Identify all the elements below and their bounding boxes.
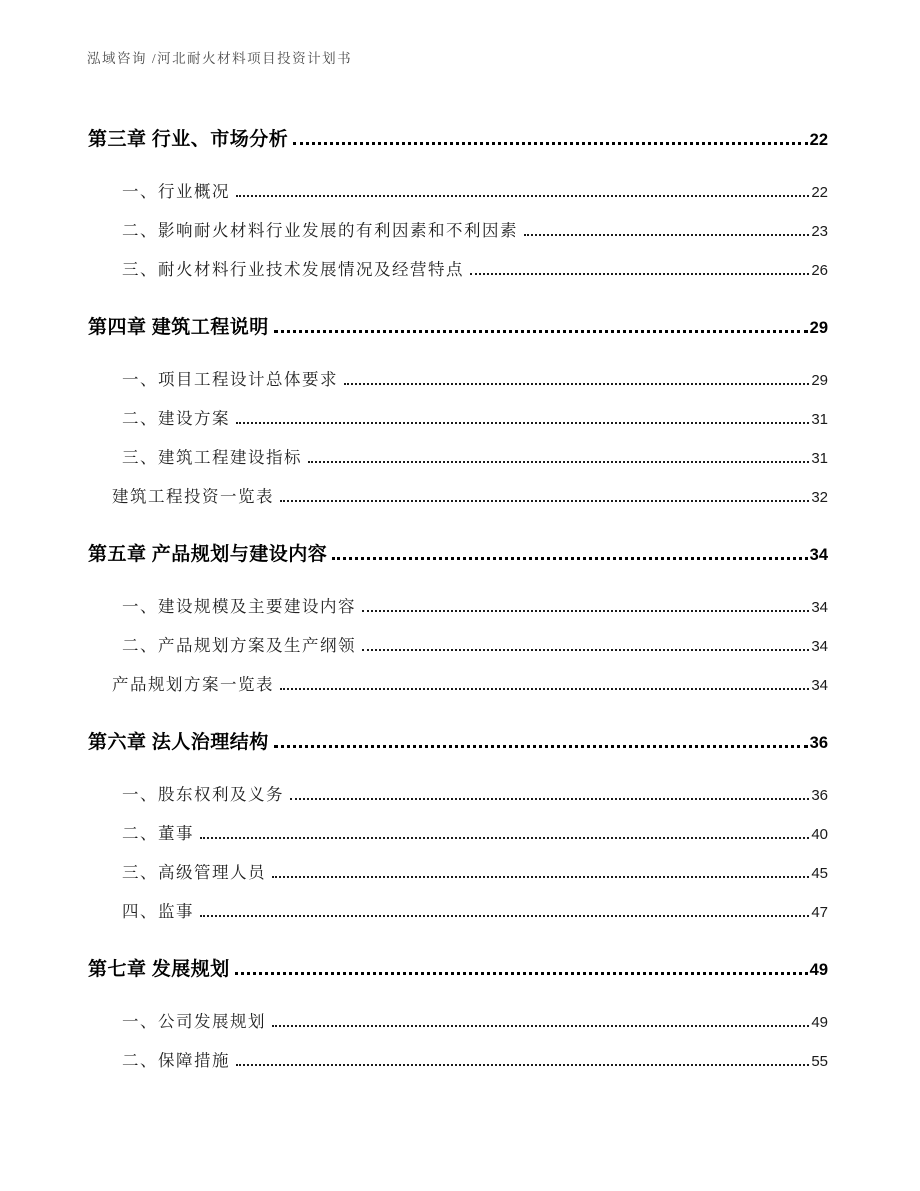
toc-item-label: 产品规划方案一览表 xyxy=(112,675,274,694)
toc-page-number: 22 xyxy=(811,184,828,201)
toc-page-number: 36 xyxy=(809,734,828,752)
dot-leader xyxy=(293,142,807,145)
toc-item-label: 二、建设方案 xyxy=(122,409,230,428)
toc-item-row[interactable] xyxy=(88,784,828,806)
toc-item-row[interactable] xyxy=(88,862,828,884)
dot-leader xyxy=(308,461,809,463)
dot-leader xyxy=(524,234,809,236)
table-of-contents xyxy=(88,127,828,1072)
toc-item-label: 二、影响耐火材料行业发展的有利因素和不利因素 xyxy=(122,221,518,240)
toc-page-number: 34 xyxy=(811,599,828,616)
toc-page-number: 22 xyxy=(809,131,828,149)
page-header xyxy=(87,50,352,68)
toc-page-number: 32 xyxy=(811,489,828,506)
dot-leader xyxy=(272,1025,809,1027)
toc-item-row[interactable] xyxy=(88,408,828,430)
toc-page-number: 31 xyxy=(811,450,828,467)
toc-item-label: 一、公司发展规划 xyxy=(122,1012,266,1031)
dot-leader xyxy=(362,649,809,651)
toc-item-label: 一、建设规模及主要建设内容 xyxy=(122,597,356,616)
toc-page-number: 40 xyxy=(811,826,828,843)
dot-leader xyxy=(200,915,809,917)
toc-item-row[interactable] xyxy=(88,447,828,469)
dot-leader xyxy=(200,837,809,839)
toc-page-number: 29 xyxy=(809,319,828,337)
toc-chapter-title: 第五章 产品规划与建设内容 xyxy=(88,544,328,565)
toc-item-label: 二、董事 xyxy=(122,824,194,843)
toc-item-label: 一、行业概况 xyxy=(122,182,230,201)
toc-item-row[interactable] xyxy=(88,596,828,618)
dot-leader xyxy=(272,876,809,878)
toc-page-number: 29 xyxy=(811,372,828,389)
toc-chapter-row[interactable] xyxy=(88,957,828,983)
toc-item-label: 三、高级管理人员 xyxy=(122,863,266,882)
dot-leader xyxy=(362,610,809,612)
toc-page-number: 49 xyxy=(809,961,828,979)
toc-chapter-row[interactable] xyxy=(88,315,828,341)
toc-item-row[interactable] xyxy=(88,674,828,696)
dot-leader xyxy=(280,688,809,690)
toc-item-label: 三、建筑工程建设指标 xyxy=(122,448,302,467)
toc-item-label: 一、项目工程设计总体要求 xyxy=(122,370,338,389)
dot-leader xyxy=(236,195,809,197)
toc-item-label: 二、保障措施 xyxy=(122,1051,230,1070)
toc-item-label: 建筑工程投资一览表 xyxy=(112,487,274,506)
toc-item-row[interactable] xyxy=(88,1011,828,1033)
dot-leader xyxy=(274,745,808,748)
toc-page-number: 34 xyxy=(811,638,828,655)
toc-item-row[interactable] xyxy=(88,901,828,923)
toc-item-row[interactable] xyxy=(88,181,828,203)
toc-chapter-title: 第七章 发展规划 xyxy=(88,959,230,980)
toc-page-number: 36 xyxy=(811,787,828,804)
toc-chapter-row[interactable] xyxy=(88,730,828,756)
dot-leader xyxy=(236,1064,809,1066)
toc-chapter-title: 第六章 法人治理结构 xyxy=(88,732,269,753)
toc-page-number: 49 xyxy=(811,1014,828,1031)
toc-item-label: 一、股东权利及义务 xyxy=(122,785,284,804)
dot-leader xyxy=(344,383,809,385)
toc-item-row[interactable] xyxy=(88,823,828,845)
toc-item-row[interactable] xyxy=(88,635,828,657)
dot-leader xyxy=(274,330,808,333)
toc-item-row[interactable] xyxy=(88,369,828,391)
toc-item-row[interactable] xyxy=(88,1050,828,1072)
toc-item-row[interactable] xyxy=(88,259,828,281)
toc-item-row[interactable] xyxy=(88,220,828,242)
toc-chapter-title: 第四章 建筑工程说明 xyxy=(88,317,269,338)
toc-chapter-row[interactable] xyxy=(88,542,828,568)
header-text: 泓域咨询 /河北耐火材料项目投资计划书 xyxy=(87,51,353,66)
dot-leader xyxy=(280,500,809,502)
dot-leader xyxy=(470,273,809,275)
dot-leader xyxy=(235,972,808,975)
toc-item-label: 二、产品规划方案及生产纲领 xyxy=(122,636,356,655)
toc-chapter-row[interactable] xyxy=(88,127,828,153)
toc-page-number: 34 xyxy=(811,677,828,694)
toc-page-number: 31 xyxy=(811,411,828,428)
toc-chapter-title: 第三章 行业、市场分析 xyxy=(88,129,289,150)
toc-item-row[interactable] xyxy=(88,486,828,508)
toc-page-number: 45 xyxy=(811,865,828,882)
toc-page-number: 23 xyxy=(811,223,828,240)
toc-page-number: 26 xyxy=(811,262,828,279)
toc-item-label: 四、监事 xyxy=(122,902,194,921)
dot-leader xyxy=(290,798,809,800)
dot-leader xyxy=(332,557,807,560)
toc-page-number: 47 xyxy=(811,904,828,921)
toc-item-label: 三、耐火材料行业技术发展情况及经营特点 xyxy=(122,260,464,279)
toc-page-number: 55 xyxy=(811,1053,828,1070)
toc-page-number: 34 xyxy=(809,546,828,564)
dot-leader xyxy=(236,422,809,424)
